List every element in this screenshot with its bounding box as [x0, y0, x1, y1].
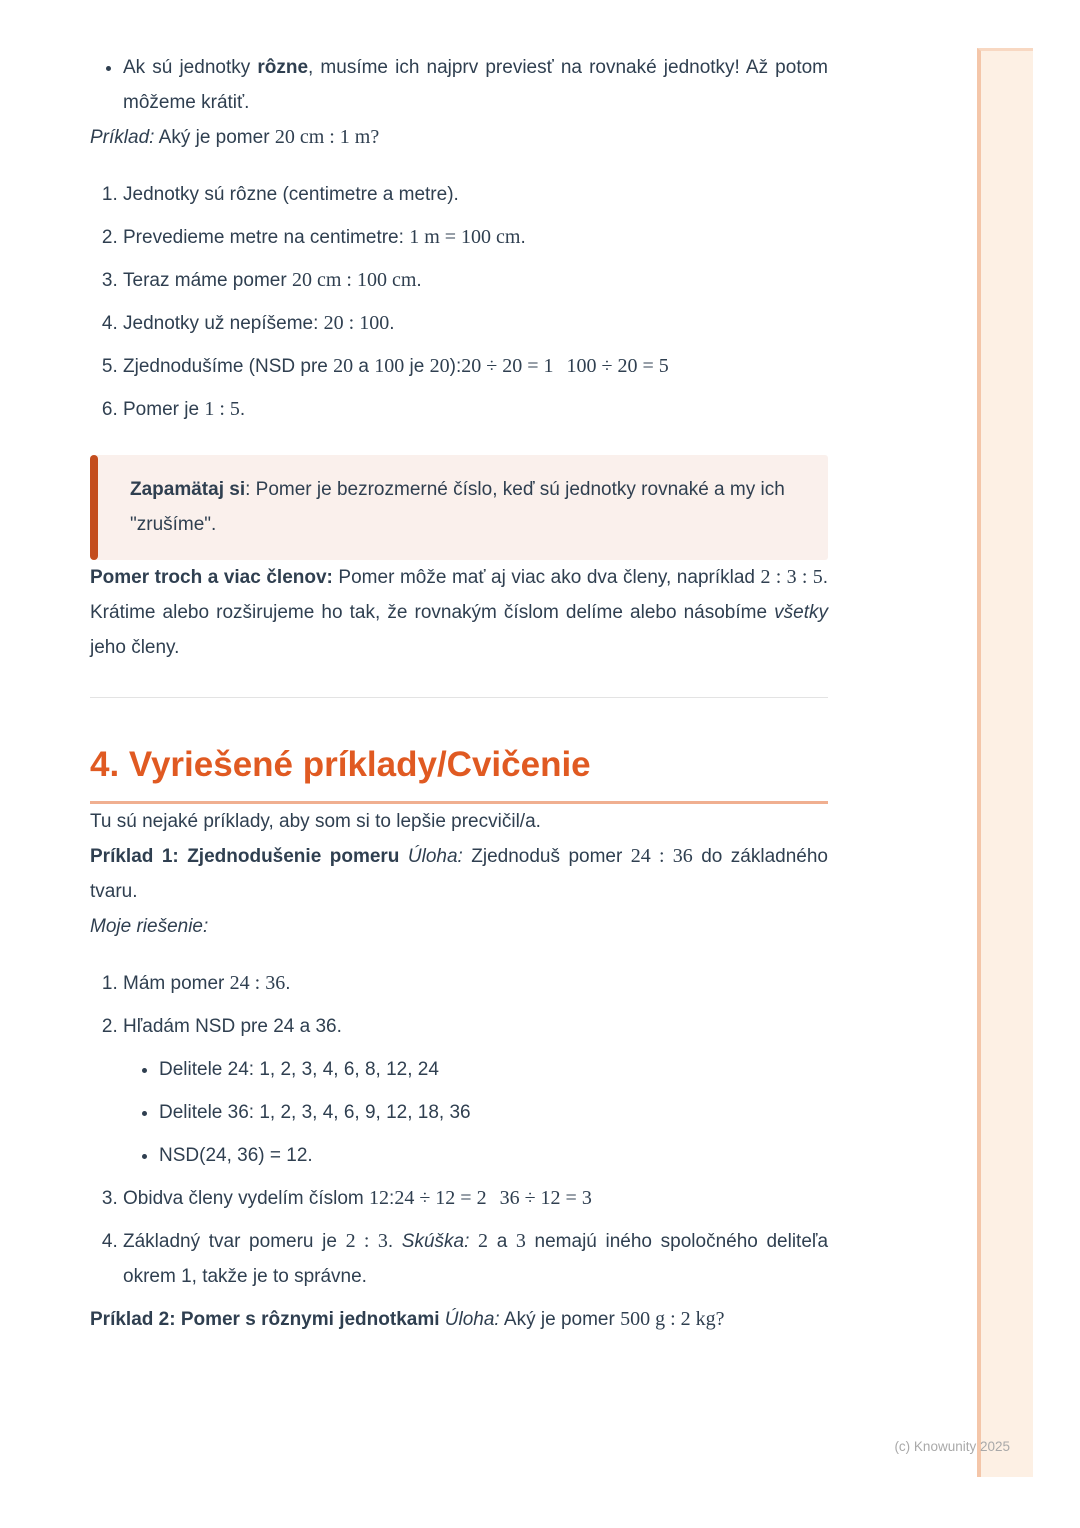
step-item: [123, 392, 828, 427]
text-segment: :: [389, 1188, 395, 1209]
text-segment: .: [389, 313, 395, 334]
text-segment: NSD(24, 36) = 12.: [159, 1145, 313, 1166]
italic-label: Úloha:: [407, 846, 463, 867]
math-segment: 20 cm : 100 cm: [291, 269, 417, 291]
multi-term-paragraph: [90, 560, 828, 665]
example2-task: [90, 1302, 828, 1337]
text-segment: Základný tvar pomeru je: [123, 1231, 346, 1252]
step-item: [123, 263, 828, 298]
text-segment: Jednotky už nepíšeme:: [123, 313, 324, 334]
divisors-list: [123, 1052, 828, 1173]
text-segment: nemajú iného spoločného deliteľa okrem 1, takže je to správne.: [123, 1231, 829, 1287]
math-segment: 3: [515, 1230, 526, 1252]
text-segment: Jednotky sú rôzne (centimetre a metre).: [123, 184, 459, 205]
math-segment: 20: [429, 355, 450, 377]
text-segment: .: [387, 1231, 402, 1252]
math-segment: 20 ÷ 20 = 1: [461, 355, 554, 377]
step-item: [123, 1181, 828, 1216]
unit-note-item: [123, 50, 828, 120]
document-content: [90, 0, 828, 1337]
step-item: [123, 306, 828, 341]
text-segment: Zjednodušíme (NSD pre: [123, 356, 334, 377]
bold-segment: Pomer troch a viac členov:: [90, 567, 333, 588]
text-segment: je: [404, 356, 430, 377]
step-item: [123, 966, 828, 1001]
text-segment: .: [416, 270, 422, 291]
text-segment: Mám pomer: [123, 973, 230, 994]
math-segment: 24 ÷ 12 = 2: [394, 1187, 487, 1209]
remember-callout: [90, 455, 828, 560]
bold-segment: rôzne: [257, 57, 309, 78]
text-segment: jeho členy.: [90, 637, 180, 658]
text-segment: Pomer je: [123, 399, 205, 420]
text-segment: Pomer môže mať aj viac ako dva členy, napríklad: [332, 567, 761, 588]
italic-label: Úloha:: [444, 1309, 500, 1330]
text-segment: .: [520, 227, 526, 248]
math-segment: 2 : 3 : 5: [760, 566, 823, 588]
step-item: [123, 177, 828, 212]
example-question: [90, 120, 828, 155]
bold-segment: Príklad 2: Pomer s rôznymi jednotkami: [90, 1309, 445, 1330]
text-segment: a: [488, 1231, 516, 1252]
text-segment: , musíme ich najprv previesť na rovnaké jednotky! Až potom môžeme krátiť.: [123, 57, 828, 113]
text-segment: .: [285, 973, 291, 994]
text-segment: . Krátime alebo rozširujeme ho tak, že rovnakým číslom delíme alebo násobíme: [90, 567, 828, 623]
text-segment: .: [239, 399, 246, 420]
math-segment: 1 m = 100 cm: [409, 226, 521, 248]
bold-segment: Zapamätaj si: [130, 479, 246, 500]
math-segment: 36 ÷ 12 = 3: [499, 1187, 592, 1209]
math-segment: 12: [369, 1187, 390, 1209]
math-segment: 20 : 100: [323, 312, 390, 334]
text-segment: do základného tvaru.: [90, 846, 828, 902]
text-segment: Zjednoduš pomer: [462, 846, 631, 867]
unit-note-list: [90, 50, 828, 120]
step-item: [123, 220, 828, 255]
text-segment: : Pomer je bezrozmerné číslo, keď sú jednotky rovnaké a my ich "zrušíme".: [130, 479, 785, 535]
page-edge-strip: [977, 48, 1033, 1477]
math-segment: 100: [374, 355, 405, 377]
text-segment: a: [353, 356, 375, 377]
math-segment: 1 : 5: [204, 398, 240, 420]
example1-steps-list: [90, 966, 828, 1294]
copyright-notice: (c) Knowunity 2025: [894, 1439, 1010, 1454]
section-heading: 4. Vyriešené príklady/Cvičenie: [90, 745, 591, 784]
text-segment: Prevedieme metre na centimetre:: [123, 227, 410, 248]
italic-label: Skúška:: [401, 1231, 470, 1252]
math-segment: 20: [333, 355, 354, 377]
callout-text: [130, 472, 792, 542]
text-segment: Obidva členy vydelím číslom: [123, 1188, 370, 1209]
math-segment: 24 : 36: [630, 845, 693, 867]
italic-label: Príklad:: [90, 127, 155, 148]
bold-segment: Príklad 1: Zjednodušenie pomeru: [90, 846, 408, 867]
text-segment: Hľadám NSD pre 24 a 36.: [123, 1016, 342, 1037]
example1-task: [90, 839, 828, 909]
text-segment: Teraz máme pomer: [123, 270, 292, 291]
divisor-item: [159, 1138, 828, 1173]
section-intro: Tu sú nejaké príklady, aby som si to lepšie precvičil/a.: [90, 811, 541, 832]
text-segment: Ak sú jednotky: [123, 57, 258, 78]
math-segment: 500 g : 2 kg?: [620, 1308, 725, 1330]
section-divider: [90, 697, 828, 698]
text-segment: Delitele 36: 1, 2, 3, 4, 6, 9, 12, 18, 36: [159, 1102, 471, 1123]
step-item: [123, 1224, 828, 1294]
math-segment: 100 ÷ 20 = 5: [566, 355, 669, 377]
math-segment: 2 : 3: [345, 1230, 388, 1252]
my-solution-label: Moje riešenie:: [90, 916, 209, 937]
solution-steps-list: [90, 177, 828, 427]
text-segment: Aký je pomer: [154, 127, 275, 148]
text-segment: [469, 1231, 478, 1252]
text-segment: Delitele 24: 1, 2, 3, 4, 6, 8, 12, 24: [159, 1059, 439, 1080]
step-item: [123, 1009, 828, 1173]
step-item: [123, 349, 828, 384]
divisor-item: [159, 1052, 828, 1087]
math-segment: 20 cm : 1 m?: [274, 126, 380, 148]
italic-segment: všetky: [774, 602, 828, 623]
text-segment: ):: [449, 356, 462, 377]
math-segment: 24 : 36: [229, 972, 286, 994]
math-segment: 2: [478, 1230, 489, 1252]
text-segment: Aký je pomer: [499, 1309, 621, 1330]
divisor-item: [159, 1095, 828, 1130]
